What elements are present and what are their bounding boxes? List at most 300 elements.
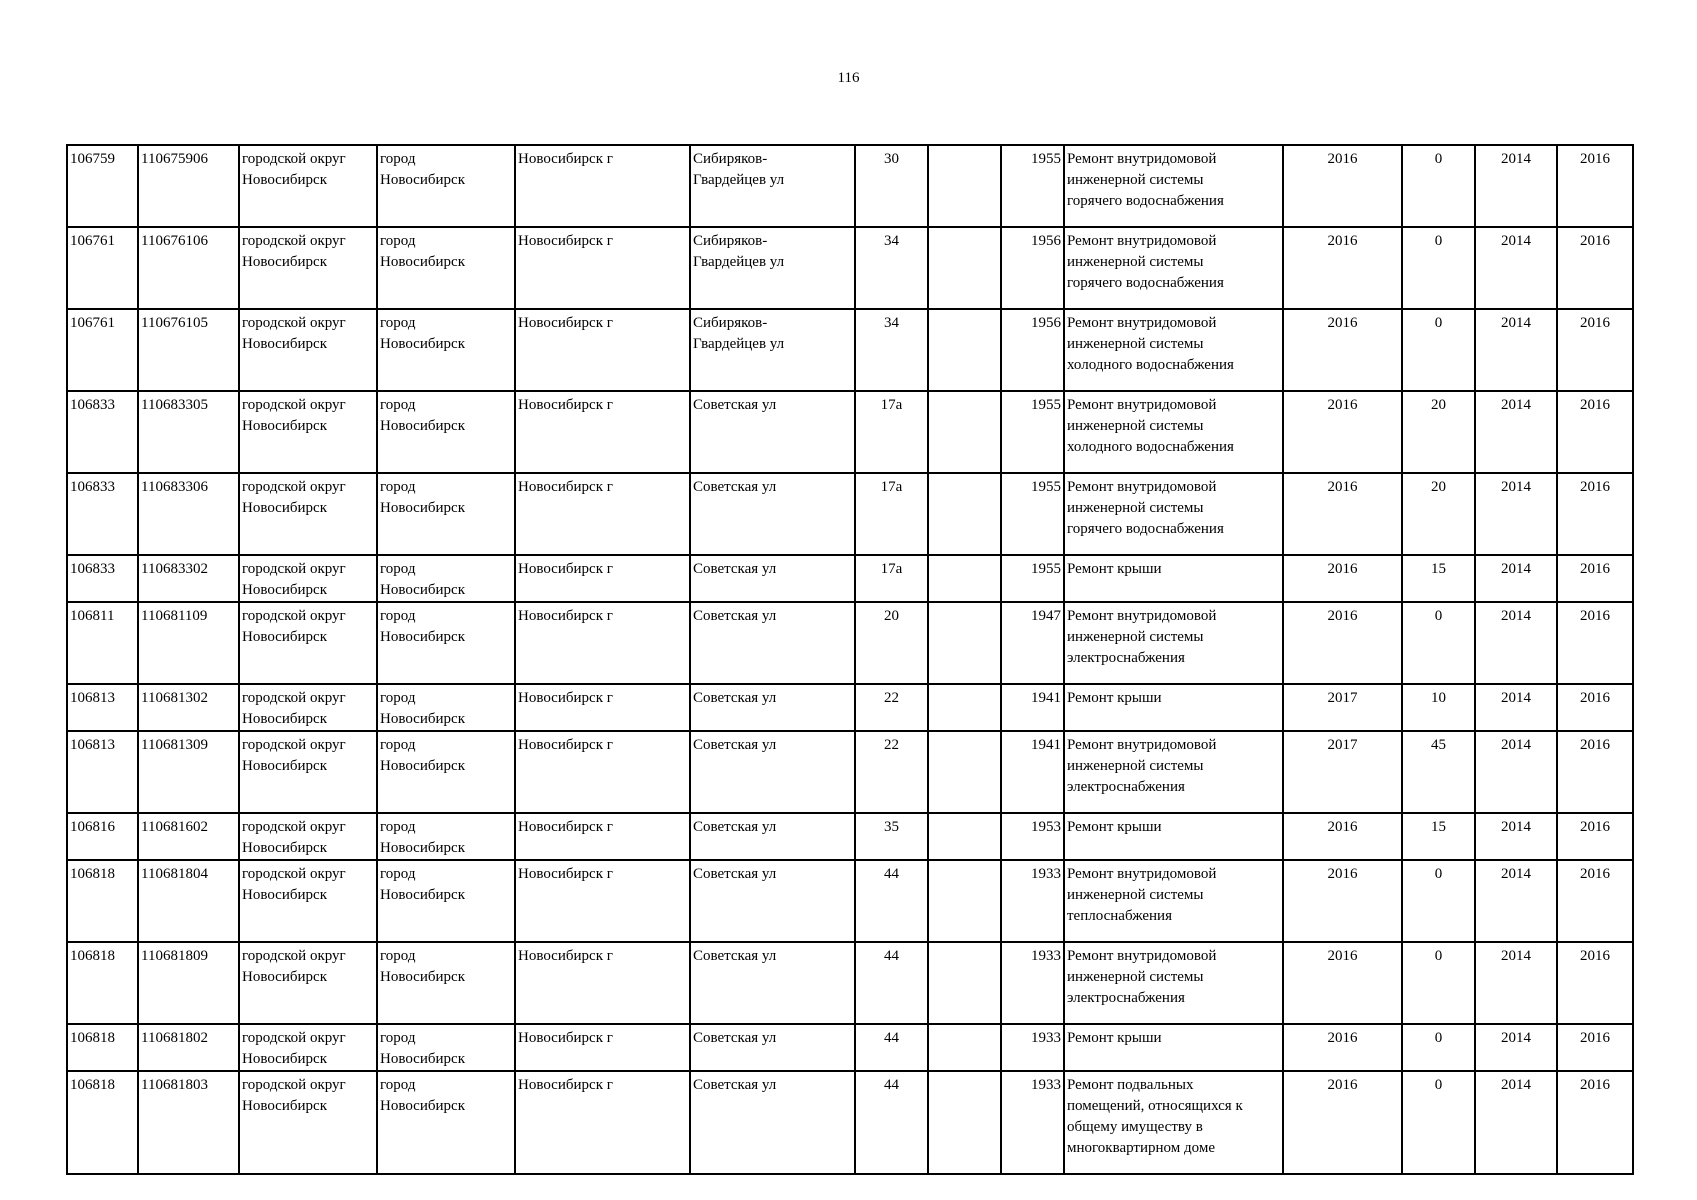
table-cell-col-1 bbox=[67, 555, 138, 602]
table-cell-col-4 bbox=[377, 473, 515, 555]
table-cell-col-12 bbox=[1402, 1024, 1475, 1071]
cell-text: 1933 bbox=[1031, 948, 1061, 964]
cell-text: Ремонт внутридомовой инженерной системы электроснабжения bbox=[1067, 608, 1217, 666]
page-number: 116 bbox=[837, 70, 860, 86]
cell-text: 2016 bbox=[1327, 561, 1358, 577]
cell-text: 44 bbox=[884, 1077, 899, 1093]
table-row bbox=[67, 227, 1633, 309]
table-cell-col-5 bbox=[515, 227, 690, 309]
cell-text: городской округ Новосибирск bbox=[242, 479, 346, 516]
table-cell-col-7 bbox=[855, 227, 928, 309]
cell-text: 2016 bbox=[1327, 819, 1358, 835]
cell-text: 2016 bbox=[1580, 1077, 1610, 1093]
table-cell-col-14 bbox=[1557, 555, 1633, 602]
cell-text: Ремонт внутридомовой инженерной системы теплоснабжения bbox=[1067, 866, 1217, 924]
cell-text: 110675906 bbox=[141, 151, 208, 167]
table-cell-col-3 bbox=[239, 555, 377, 602]
cell-text: 34 bbox=[884, 315, 899, 331]
cell-text: 20 bbox=[1431, 479, 1446, 495]
cell-text: Новосибирск г bbox=[518, 1030, 613, 1046]
cell-text: 106811 bbox=[70, 608, 115, 624]
cell-text: 2014 bbox=[1501, 151, 1531, 167]
cell-text: город Новосибирск bbox=[380, 948, 465, 985]
table-cell-col-14 bbox=[1557, 473, 1633, 555]
cell-text: Новосибирск г bbox=[518, 608, 613, 624]
table-cell-col-10 bbox=[1064, 813, 1283, 860]
table-cell-col-13 bbox=[1475, 1024, 1557, 1071]
table-cell-col-6 bbox=[690, 1024, 855, 1071]
cell-text: город Новосибирск bbox=[380, 397, 465, 434]
table-row bbox=[67, 942, 1633, 1024]
table-cell-col-4 bbox=[377, 1024, 515, 1071]
table-cell-col-14 bbox=[1557, 813, 1633, 860]
cell-text: Ремонт крыши bbox=[1067, 819, 1162, 835]
cell-text: Новосибирск г bbox=[518, 315, 613, 331]
table-cell-col-6 bbox=[690, 309, 855, 391]
table-cell-col-9 bbox=[1001, 145, 1064, 227]
table-row bbox=[67, 813, 1633, 860]
table-cell-col-9 bbox=[1001, 309, 1064, 391]
cell-text: Новосибирск г bbox=[518, 948, 613, 964]
table-cell-col-12 bbox=[1402, 813, 1475, 860]
table-cell-col-3 bbox=[239, 860, 377, 942]
table-cell-col-13 bbox=[1475, 309, 1557, 391]
cell-text: Ремонт внутридомовой инженерной системы холодного водоснабжения bbox=[1067, 315, 1234, 373]
table-cell-col-5 bbox=[515, 942, 690, 1024]
table-cell-col-3 bbox=[239, 731, 377, 813]
table-cell-col-7 bbox=[855, 860, 928, 942]
cell-text: город Новосибирск bbox=[380, 315, 465, 352]
table-cell-col-14 bbox=[1557, 145, 1633, 227]
cell-text: Сибиряков- Гвардейцев ул bbox=[693, 151, 785, 188]
table-body bbox=[67, 145, 1633, 1174]
cell-text: 106818 bbox=[70, 1077, 115, 1093]
table-cell-col-10 bbox=[1064, 227, 1283, 309]
table-cell-col-9 bbox=[1001, 684, 1064, 731]
table-cell-col-11 bbox=[1283, 473, 1402, 555]
table-cell-col-8 bbox=[928, 684, 1001, 731]
table-row bbox=[67, 145, 1633, 227]
cell-text: 2016 bbox=[1580, 479, 1610, 495]
cell-text: 106818 bbox=[70, 948, 115, 964]
cell-text: 2014 bbox=[1501, 1030, 1531, 1046]
cell-text: 110681802 bbox=[141, 1030, 208, 1046]
table-cell-col-13 bbox=[1475, 227, 1557, 309]
cell-text: Советская ул bbox=[693, 561, 777, 577]
table-cell-col-9 bbox=[1001, 227, 1064, 309]
table-cell-col-2 bbox=[138, 473, 239, 555]
cell-text: городской округ Новосибирск bbox=[242, 1030, 346, 1067]
cell-text: 106813 bbox=[70, 737, 115, 753]
table-cell-col-8 bbox=[928, 813, 1001, 860]
cell-text: 2016 bbox=[1327, 608, 1358, 624]
cell-text: город Новосибирск bbox=[380, 561, 465, 598]
table-cell-col-9 bbox=[1001, 391, 1064, 473]
table-cell-col-13 bbox=[1475, 1071, 1557, 1174]
table-cell-col-4 bbox=[377, 145, 515, 227]
table-cell-col-4 bbox=[377, 309, 515, 391]
table-cell-col-1 bbox=[67, 1024, 138, 1071]
table-cell-col-3 bbox=[239, 309, 377, 391]
cell-text: 20 bbox=[884, 608, 899, 624]
table-cell-col-13 bbox=[1475, 145, 1557, 227]
table-cell-col-1 bbox=[67, 860, 138, 942]
cell-text: 2016 bbox=[1327, 1030, 1358, 1046]
cell-text: 2017 bbox=[1327, 737, 1358, 753]
table-cell-col-9 bbox=[1001, 860, 1064, 942]
table-cell-col-11 bbox=[1283, 860, 1402, 942]
table-cell-col-2 bbox=[138, 813, 239, 860]
cell-text: 20 bbox=[1431, 397, 1446, 413]
cell-text: Новосибирск г bbox=[518, 397, 613, 413]
table-cell-col-7 bbox=[855, 942, 928, 1024]
cell-text: Советская ул bbox=[693, 866, 777, 882]
cell-text: Новосибирск г bbox=[518, 233, 613, 249]
cell-text: 110676106 bbox=[141, 233, 208, 249]
cell-text: 2016 bbox=[1327, 1077, 1358, 1093]
table-cell-col-14 bbox=[1557, 942, 1633, 1024]
table-cell-col-5 bbox=[515, 860, 690, 942]
cell-text: 1933 bbox=[1031, 1077, 1061, 1093]
table-cell-col-12 bbox=[1402, 942, 1475, 1024]
table-cell-col-7 bbox=[855, 684, 928, 731]
table-cell-col-4 bbox=[377, 391, 515, 473]
table-cell-col-10 bbox=[1064, 473, 1283, 555]
table-row bbox=[67, 555, 1633, 602]
table-cell-col-1 bbox=[67, 309, 138, 391]
table-cell-col-3 bbox=[239, 1071, 377, 1174]
cell-text: 1956 bbox=[1031, 233, 1061, 249]
cell-text: 17а bbox=[880, 397, 903, 413]
table-cell-col-12 bbox=[1402, 684, 1475, 731]
cell-text: 106813 bbox=[70, 690, 115, 706]
table-cell-col-11 bbox=[1283, 227, 1402, 309]
table-cell-col-2 bbox=[138, 555, 239, 602]
table-cell-col-14 bbox=[1557, 684, 1633, 731]
cell-text: город Новосибирск bbox=[380, 1030, 465, 1067]
table-cell-col-13 bbox=[1475, 391, 1557, 473]
table-cell-col-14 bbox=[1557, 309, 1633, 391]
cell-text: город Новосибирск bbox=[380, 819, 465, 856]
table-cell-col-13 bbox=[1475, 731, 1557, 813]
cell-text: Новосибирск г bbox=[518, 479, 613, 495]
table-cell-col-10 bbox=[1064, 1071, 1283, 1174]
cell-text: 0 bbox=[1434, 608, 1443, 624]
cell-text: 2016 bbox=[1580, 608, 1610, 624]
table-cell-col-10 bbox=[1064, 145, 1283, 227]
cell-text: городской округ Новосибирск bbox=[242, 948, 346, 985]
cell-text: 15 bbox=[1431, 561, 1446, 577]
table-cell-col-7 bbox=[855, 602, 928, 684]
cell-text: городской округ Новосибирск bbox=[242, 737, 346, 774]
table-cell-col-11 bbox=[1283, 813, 1402, 860]
table-cell-col-3 bbox=[239, 602, 377, 684]
cell-text: 106816 bbox=[70, 819, 115, 835]
cell-text: 2014 bbox=[1501, 1077, 1531, 1093]
table-cell-col-11 bbox=[1283, 1024, 1402, 1071]
table-cell-col-10 bbox=[1064, 555, 1283, 602]
cell-text: Ремонт подвальных помещений, относящихся к общему имуществу в многоквартирном доме bbox=[1067, 1077, 1243, 1156]
cell-text: 22 bbox=[884, 737, 899, 753]
table-cell-col-8 bbox=[928, 145, 1001, 227]
table-cell-col-1 bbox=[67, 145, 138, 227]
table-cell-col-7 bbox=[855, 1071, 928, 1174]
cell-text: Советская ул bbox=[693, 608, 777, 624]
table-row bbox=[67, 602, 1633, 684]
table-cell-col-2 bbox=[138, 731, 239, 813]
table-cell-col-1 bbox=[67, 1071, 138, 1174]
cell-text: 106761 bbox=[70, 315, 115, 331]
cell-text: 45 bbox=[1431, 737, 1446, 753]
table-cell-col-5 bbox=[515, 391, 690, 473]
table-cell-col-6 bbox=[690, 813, 855, 860]
cell-text: Ремонт внутридомовой инженерной системы горячего водоснабжения bbox=[1067, 233, 1224, 291]
table-cell-col-7 bbox=[855, 1024, 928, 1071]
table-cell-col-7 bbox=[855, 555, 928, 602]
cell-text: Сибиряков- Гвардейцев ул bbox=[693, 233, 785, 270]
cell-text: город Новосибирск bbox=[380, 151, 465, 188]
table-cell-col-4 bbox=[377, 684, 515, 731]
table-cell-col-2 bbox=[138, 942, 239, 1024]
table-cell-col-8 bbox=[928, 555, 1001, 602]
cell-text: 2016 bbox=[1327, 233, 1358, 249]
table-cell-col-2 bbox=[138, 1024, 239, 1071]
cell-text: 110681803 bbox=[141, 1077, 208, 1093]
cell-text: 2014 bbox=[1501, 737, 1531, 753]
cell-text: 2016 bbox=[1580, 397, 1610, 413]
table-cell-col-13 bbox=[1475, 860, 1557, 942]
cell-text: 2016 bbox=[1580, 690, 1610, 706]
table-row bbox=[67, 473, 1633, 555]
table-cell-col-2 bbox=[138, 309, 239, 391]
cell-text: Ремонт крыши bbox=[1067, 1030, 1162, 1046]
table-cell-col-8 bbox=[928, 309, 1001, 391]
table-cell-col-9 bbox=[1001, 731, 1064, 813]
cell-text: Ремонт крыши bbox=[1067, 561, 1162, 577]
table-cell-col-7 bbox=[855, 731, 928, 813]
table-cell-col-8 bbox=[928, 942, 1001, 1024]
table-cell-col-8 bbox=[928, 227, 1001, 309]
cell-text: 2016 bbox=[1580, 151, 1610, 167]
cell-text: 2016 bbox=[1327, 315, 1358, 331]
table-cell-col-10 bbox=[1064, 684, 1283, 731]
table-cell-col-2 bbox=[138, 1071, 239, 1174]
cell-text: 2014 bbox=[1501, 866, 1531, 882]
table-cell-col-12 bbox=[1402, 1071, 1475, 1174]
cell-text: городской округ Новосибирск bbox=[242, 690, 346, 727]
cell-text: Новосибирск г bbox=[518, 819, 613, 835]
cell-text: город Новосибирск bbox=[380, 608, 465, 645]
table-cell-col-10 bbox=[1064, 602, 1283, 684]
table-cell-col-10 bbox=[1064, 731, 1283, 813]
table-cell-col-11 bbox=[1283, 391, 1402, 473]
cell-text: 1933 bbox=[1031, 866, 1061, 882]
table-cell-col-1 bbox=[67, 813, 138, 860]
table-cell-col-12 bbox=[1402, 391, 1475, 473]
cell-text: 106833 bbox=[70, 561, 115, 577]
cell-text: Ремонт внутридомовой инженерной системы горячего водоснабжения bbox=[1067, 151, 1224, 209]
cell-text: Советская ул bbox=[693, 819, 777, 835]
table-cell-col-4 bbox=[377, 813, 515, 860]
table-cell-col-1 bbox=[67, 731, 138, 813]
cell-text: 34 bbox=[884, 233, 899, 249]
cell-text: Советская ул bbox=[693, 1030, 777, 1046]
table-cell-col-12 bbox=[1402, 555, 1475, 602]
cell-text: 110681109 bbox=[141, 608, 208, 624]
cell-text: 2016 bbox=[1580, 561, 1610, 577]
table-cell-col-8 bbox=[928, 1071, 1001, 1174]
cell-text: 2014 bbox=[1501, 233, 1531, 249]
table-cell-col-5 bbox=[515, 309, 690, 391]
table-cell-col-13 bbox=[1475, 555, 1557, 602]
cell-text: Новосибирск г bbox=[518, 866, 613, 882]
table-cell-col-6 bbox=[690, 145, 855, 227]
cell-text: Новосибирск г bbox=[518, 690, 613, 706]
cell-text: 110681302 bbox=[141, 690, 208, 706]
table-cell-col-10 bbox=[1064, 391, 1283, 473]
table-cell-col-11 bbox=[1283, 684, 1402, 731]
table-cell-col-14 bbox=[1557, 731, 1633, 813]
cell-text: 2014 bbox=[1501, 315, 1531, 331]
table-cell-col-12 bbox=[1402, 731, 1475, 813]
table-cell-col-3 bbox=[239, 145, 377, 227]
table-cell-col-9 bbox=[1001, 555, 1064, 602]
table-cell-col-8 bbox=[928, 731, 1001, 813]
cell-text: 1933 bbox=[1031, 1030, 1061, 1046]
cell-text: 110683302 bbox=[141, 561, 208, 577]
table-cell-col-3 bbox=[239, 684, 377, 731]
cell-text: Новосибирск г bbox=[518, 737, 613, 753]
table-cell-col-6 bbox=[690, 602, 855, 684]
cell-text: 2014 bbox=[1501, 948, 1531, 964]
cell-text: Советская ул bbox=[693, 397, 777, 413]
table-cell-col-4 bbox=[377, 942, 515, 1024]
cell-text: 1956 bbox=[1031, 315, 1061, 331]
cell-text: 2014 bbox=[1501, 479, 1531, 495]
table-cell-col-1 bbox=[67, 473, 138, 555]
cell-text: Ремонт крыши bbox=[1067, 690, 1162, 706]
cell-text: 2014 bbox=[1501, 690, 1531, 706]
table-cell-col-1 bbox=[67, 602, 138, 684]
table-cell-col-8 bbox=[928, 473, 1001, 555]
cell-text: 110681309 bbox=[141, 737, 208, 753]
table-cell-col-9 bbox=[1001, 942, 1064, 1024]
table-cell-col-2 bbox=[138, 602, 239, 684]
table-cell-col-12 bbox=[1402, 602, 1475, 684]
cell-text: 1941 bbox=[1031, 690, 1061, 706]
cell-text: 2016 bbox=[1580, 866, 1610, 882]
cell-text: 1953 bbox=[1031, 819, 1061, 835]
table-cell-col-7 bbox=[855, 145, 928, 227]
table-row bbox=[67, 860, 1633, 942]
table-cell-col-11 bbox=[1283, 602, 1402, 684]
cell-text: 2016 bbox=[1580, 315, 1610, 331]
cell-text: 1955 bbox=[1031, 397, 1061, 413]
table-cell-col-5 bbox=[515, 731, 690, 813]
table-cell-col-9 bbox=[1001, 602, 1064, 684]
table-cell-col-14 bbox=[1557, 391, 1633, 473]
table-cell-col-12 bbox=[1402, 145, 1475, 227]
cell-text: 0 bbox=[1434, 233, 1443, 249]
table-cell-col-4 bbox=[377, 602, 515, 684]
table-row bbox=[67, 1024, 1633, 1071]
table-cell-col-1 bbox=[67, 684, 138, 731]
cell-text: 2016 bbox=[1580, 737, 1610, 753]
cell-text: 17а bbox=[880, 561, 903, 577]
cell-text: городской округ Новосибирск bbox=[242, 151, 346, 188]
table-cell-col-9 bbox=[1001, 1024, 1064, 1071]
table-row bbox=[67, 731, 1633, 813]
cell-text: 2016 bbox=[1327, 397, 1358, 413]
cell-text: городской округ Новосибирск bbox=[242, 866, 346, 903]
table-cell-col-5 bbox=[515, 684, 690, 731]
cell-text: 1947 bbox=[1031, 608, 1061, 624]
cell-text: 30 bbox=[884, 151, 899, 167]
table-row bbox=[67, 309, 1633, 391]
cell-text: городской округ Новосибирск bbox=[242, 233, 346, 270]
cell-text: Ремонт внутридомовой инженерной системы горячего водоснабжения bbox=[1067, 479, 1224, 537]
table-cell-col-2 bbox=[138, 860, 239, 942]
table-cell-col-11 bbox=[1283, 731, 1402, 813]
table-cell-col-6 bbox=[690, 473, 855, 555]
table-cell-col-13 bbox=[1475, 473, 1557, 555]
table-cell-col-3 bbox=[239, 942, 377, 1024]
cell-text: 106759 bbox=[70, 151, 115, 167]
table-cell-col-14 bbox=[1557, 1071, 1633, 1174]
table-cell-col-4 bbox=[377, 227, 515, 309]
table-cell-col-13 bbox=[1475, 602, 1557, 684]
table-cell-col-12 bbox=[1402, 860, 1475, 942]
table-cell-col-14 bbox=[1557, 227, 1633, 309]
table-cell-col-8 bbox=[928, 860, 1001, 942]
table-cell-col-3 bbox=[239, 1024, 377, 1071]
cell-text: 22 bbox=[884, 690, 899, 706]
table-cell-col-12 bbox=[1402, 227, 1475, 309]
table-cell-col-6 bbox=[690, 227, 855, 309]
table-cell-col-2 bbox=[138, 391, 239, 473]
table-cell-col-9 bbox=[1001, 473, 1064, 555]
cell-text: 35 bbox=[884, 819, 899, 835]
table-cell-col-9 bbox=[1001, 1071, 1064, 1174]
table-cell-col-1 bbox=[67, 942, 138, 1024]
cell-text: 2014 bbox=[1501, 608, 1531, 624]
cell-text: Новосибирск г bbox=[518, 1077, 613, 1093]
table-cell-col-13 bbox=[1475, 813, 1557, 860]
table-cell-col-9 bbox=[1001, 813, 1064, 860]
table-cell-col-14 bbox=[1557, 1024, 1633, 1071]
cell-text: 110681809 bbox=[141, 948, 208, 964]
cell-text: Советская ул bbox=[693, 737, 777, 753]
table-cell-col-8 bbox=[928, 1024, 1001, 1071]
table-cell-col-10 bbox=[1064, 942, 1283, 1024]
cell-text: 106833 bbox=[70, 479, 115, 495]
table-cell-col-13 bbox=[1475, 942, 1557, 1024]
table-cell-col-6 bbox=[690, 1071, 855, 1174]
registry-table bbox=[66, 144, 1634, 1175]
table-cell-col-3 bbox=[239, 473, 377, 555]
table-row bbox=[67, 1071, 1633, 1174]
cell-text: 2016 bbox=[1580, 948, 1610, 964]
table-cell-col-10 bbox=[1064, 309, 1283, 391]
cell-text: городской округ Новосибирск bbox=[242, 819, 346, 856]
cell-text: 2016 bbox=[1327, 866, 1358, 882]
table-row bbox=[67, 684, 1633, 731]
table-cell-col-4 bbox=[377, 860, 515, 942]
cell-text: городской округ Новосибирск bbox=[242, 561, 346, 598]
table-cell-col-7 bbox=[855, 473, 928, 555]
table-cell-col-8 bbox=[928, 391, 1001, 473]
table-cell-col-11 bbox=[1283, 942, 1402, 1024]
